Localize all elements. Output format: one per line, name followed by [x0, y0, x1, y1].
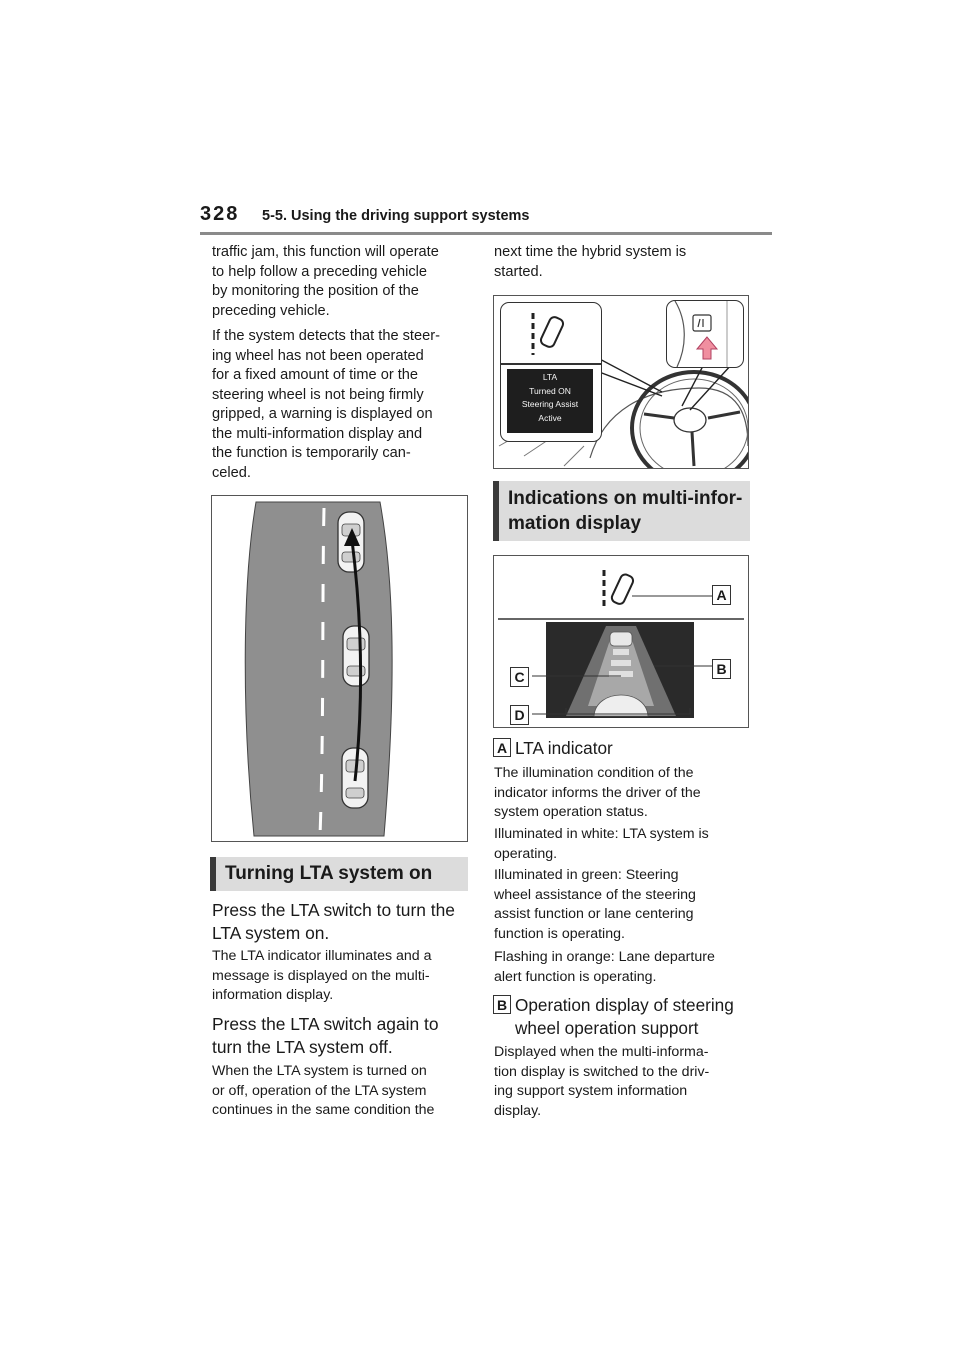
text-line: operating. [494, 845, 558, 862]
cockpit-illustration [493, 295, 749, 469]
text-line: the function is temporarily can- [212, 445, 411, 461]
item-b-description [494, 1043, 754, 1121]
display-divider [501, 363, 601, 365]
item-a-green-state [494, 866, 754, 944]
display-message-line: Active [538, 412, 562, 423]
item-a-description [494, 764, 754, 823]
text-line: function is operating. [494, 925, 625, 942]
text-line: Flashing in orange: Lane departure [494, 949, 715, 965]
text-line: display. [494, 1102, 542, 1119]
text-line: for a fixed amount of time or the [212, 367, 419, 383]
item-a-orange-state [494, 948, 754, 987]
banner-title-line: mation display [508, 513, 642, 534]
text-line: The illumination condition of the [494, 765, 694, 781]
step-turn-off-note [212, 1062, 474, 1121]
text-line: Press the LTA switch to turn the [212, 900, 455, 920]
display-diagram [494, 556, 748, 727]
text-line: Illuminated in green: Steering [494, 867, 679, 883]
text-line: Operation display of steering [515, 995, 734, 1015]
item-b-title [515, 994, 755, 1039]
text-line: ing support system information [494, 1083, 688, 1099]
header-divider [200, 232, 772, 235]
text-line: celed. [212, 464, 251, 481]
lta-indicator-icon [501, 303, 601, 365]
text-line: started. [494, 263, 543, 280]
text-line: wheel assistance of the steering [494, 886, 696, 903]
switch-callout [666, 300, 744, 368]
banner-title: Turning LTA system on [225, 863, 433, 884]
text-line: ing wheel has not been operated [212, 347, 424, 364]
text-line: by monitoring the position of the [212, 283, 419, 299]
text-line: The LTA indicator illuminates and a [212, 948, 432, 964]
right-continued-paragraph [494, 243, 754, 282]
display-message [507, 369, 593, 433]
section-banner-turning-on [210, 857, 468, 891]
text-line: traffic jam, this function will operate [212, 244, 439, 260]
page-number: 328 [200, 203, 240, 225]
text-line: LTA system on. [212, 922, 330, 943]
step-turn-on-note [212, 947, 474, 1006]
step-turn-off [212, 1013, 474, 1058]
text-line: wheel operation support [515, 1017, 699, 1038]
text-line: gripped, a warning is displayed on [212, 406, 433, 422]
text-line: message is displayed on the multi- [212, 967, 430, 984]
text-line: assist function or lane centering [494, 906, 694, 922]
text-line: tion display is switched to the driv- [494, 1063, 710, 1080]
banner-title-line: Indications on multi-infor- [508, 488, 743, 509]
item-a-title: LTA indicator [515, 738, 613, 758]
text-line: continues in the same condition the [212, 1102, 435, 1118]
display-callout [500, 302, 602, 442]
callout-label-b: B [712, 659, 731, 679]
step-turn-on [212, 899, 474, 944]
section-title: 5-5. Using the driving support systems [262, 208, 530, 224]
text-line: steering wheel is not being firmly [212, 386, 424, 403]
road-diagram [212, 496, 467, 841]
text-line: or off, operation of the LTA system [212, 1082, 427, 1099]
callout-label-d: D [510, 705, 529, 725]
text-line: If the system detects that the steer- [212, 328, 440, 344]
arrow-up-icon [697, 337, 717, 359]
display-message-line: Steering Assist [521, 399, 579, 409]
section-banner-indications [493, 481, 750, 541]
left-warning-paragraph [212, 327, 472, 483]
text-line: When the LTA system is turned on [212, 1063, 427, 1079]
car-icon [343, 626, 369, 686]
text-line: alert function is operating. [494, 968, 657, 985]
item-label-b: B [493, 995, 511, 1014]
text-line: system operation status. [494, 804, 648, 820]
lane-following-illustration [211, 495, 468, 842]
multi-info-display-illustration [493, 555, 749, 728]
text-line: preceding vehicle. [212, 302, 330, 319]
lta-switch-icon [667, 301, 743, 367]
left-intro-paragraph [212, 243, 472, 321]
text-line: turn the LTA system off. [212, 1036, 393, 1057]
item-a-white-state [494, 825, 754, 864]
item-label-a: A [493, 738, 511, 757]
text-line: information display. [212, 987, 334, 1003]
display-message-line: LTA [542, 372, 558, 382]
text-line: Illuminated in white: LTA system is [494, 826, 709, 842]
text-line: the multi-information display and [212, 425, 423, 442]
callout-label-c: C [510, 667, 529, 687]
text-line: next time the hybrid system is [494, 244, 687, 260]
callout-label-a: A [712, 585, 731, 605]
text-line: Displayed when the multi-informa- [494, 1044, 709, 1060]
text-line: to help follow a preceding vehicle [212, 263, 427, 280]
text-line: indicator informs the driver of the [494, 784, 701, 801]
text-line: Press the LTA switch again to [212, 1014, 439, 1034]
display-message-line: Turned ON [529, 385, 571, 396]
